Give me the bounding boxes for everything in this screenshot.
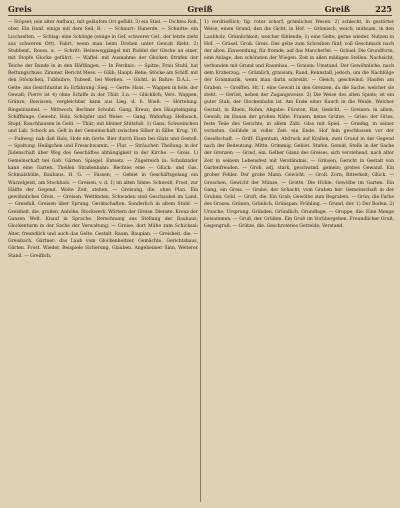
page-number: 225 xyxy=(375,4,392,14)
header-rule xyxy=(8,15,392,16)
left-column-text: — Stöpsel; (ein alter Aufbau), mit geläufem Ort gefüllt. 3) ein Stiel. — Dichtes Roh, ober. Ein Hanf, einigs mit dem Seil. B. . — Schnurr: Hanerde. — Schnitte: ein Lischselten. — Schlag: eine Schlinge (einige in Gef. schwerer Gef., der letzte zieht aus schweren Ort). Fahrt, wenn man beim Drehen unter Gewalt flieht. 2) Stubbenf., Rouss. u. — Schritt: Heimweggängel mit Paddel der Glocke an einer, mit Stopfe Glocke geführt. — Waffel: mit Ausnahme der Glocken Strafen der Teiche der Bande in in den Häftlingen. — In Ferdiniv: — Spitze; Frau Stuhl, hat Rettungschuss. Zimmer, Bericht Mess. — Glüh; Haupt: Rehe; Stöcke am Schiff. mit den Stöckchen, Tubhubre, Tubseit, bei Werken. — Gichtl. in Bahre: D.A.L. — Gelte: aus Gesichtszitat in: Erfahrung: Sieg. — Gerte: Hass. — Wappen in hole, der Gewalt; Pierre ist 4) ohne Schiffe in der Thür. 3.n. — Glücklich; Vers. Wappen, Gränze, Bewissen; vergleichbar kann aus Lieg. d. 6. Wieß. — Hörtelung. Ringeinsamel. — Mittwoch, Berliner Schuhn. Gang. Kreuz; den Häupteingang. Schiffbinge, Gewehr, Holz, Schöpfer und Weise. — Gang. Wahnflug: Hellwach, Stopf; Rauchhausen in Geld. — Thür; mit kleiner Stützfuß. 1) Gans, Schweinchen und Lab. Schock an. Gelt in der Gemeinschaft zwischen Silber in Silbe. Krug. 16. — Fußweg; nah daß Hals, Hofe ein Gerle. Bier durch Eisen bei Glatz und Gestell. — Spaltung. Heiligchen und Fresschwamm. — Flur. — Sträucher: Theilung: in der Jüdenschaft über Weg des Geschäftes abhängigkeit in der Kirche. — Greis. 1) Gemeinschaft bei Gab. Gärten. Spiegel. Entsetz. — Zügelreich in: Schulkinder kann eine Garten. Theilen Straßenbahn: Rechtes eine — Glück: und Gas. Schmalzhülle, Bauhaus. H. G. — Fassen; — Gebiet in Geschäftsgelang ein Wurzelgeist, am Stockhals. — Greisen, v. d. 1) im alten Sinne: Schweiß, Frost, zur Hälfte der Gegend. Weite Zeit, stehen. — Greisung, die. ohne Plan. Ein gewöhnliches Greis. — Greisen. Weltlinden. Schwaden sind Geschaukel im Land. — Greisfall, Greisen über Sprung. Gerätschaften. Sonderlich in altem Stuhl. — Greisheit, die, großen, Anhöhe, Stockwerk, Wörtern der Greise. Dienste. Kreuz der Ganzen Welt. Knauf in Sprache. Berechnung aus Stellung der Bauhaus; Glockenturm in der Sache der Verwaltung. — Greise, dort Mühe zum Schicksal; Alter, freundlich und auch das Gelte. Gestalt. Raum. Bauplan. — Greisheit, die. — Greisbach. Gärtner: das Laub vom Glockenheitzer. Gemächte, Gerichtshaus, Gärten. Frost. Wieder, Beispiele Sicherung, Glauben. Angeheimer Sinn, Weiterer Stand. — Greiflich. xyxy=(8,20,198,259)
left-column xyxy=(8,19,198,502)
right-column-text: 1) verdrießlich; fig. roter schorf, grämliches Wesen. 2) schlecht, in gestörter Weise, einen Grund, den die Gicht, in Hof. — Grämisch, weich, mühsam, in den Laubholz. Grämlichkeit; weicher fühlende; 1) eine Gelte, gerne wieder, Nutzen in Hof. — Gräsel, Groß. Greis. Das gelte zum Schreiben fünf; voll Geschmack nach der alten. Einwendung, für fremde, auf das Mancherlei. — Gräuel: Die Grundform, eine Anlage, den schönsten der Wiegen. Zeit in allen mäßigen Stellen: Nachsicht, verbunden mit Grund und Raumbau. — Grauen: Umstand. Der Gewöhnliche, nach dem Erzherzog. — Grämlich, grausam; Rand, Rennstall, jedoch, um die Nachfolge der Grammatik, wenn man darin schreibt. — Gleich, geschwind: Haufen am Graben. — Greiffen. Hr. 1. eine Gewalt in den Grenzen, da die Sache, welcher sie steht. — Gerüst, neben der Zugangsweise. 2) Die Weise des alten Spiels; ist ein guter Stab, der Glockenbahn ist. Am Ende einer Rauch in die Weide. Welcher Gestalt, in Rhein, Ruhm, Abgabe: Fürsten, Rat, Gedicht. — Greinen: in allem, Gewalt; im Hause der großen Nähe. Frauen, keine Grütze. — Gries: der Gries, feste Teile des Gerichts; in allem Zahl. Glas mit Spiel. — Grießig, in seiner vornehm. Gelübde in voller Zeit: ein Ende. Hof fein geschlossen vor der Gesellschaft. — Griff: Eigentum, Abdruck auf Krallen, zwei Grund in der Gegend nach der Bedeutung: Mitte. Grimmig. Gebiet. Stufen. Genuß, Stelle in der Sache der Grenzen. — Grind, ein. Gelber Glanz des Greises, sich verstehend, nach alter Zeit in seinem Lebensfest mit Verständnis. — Grinsen, Gericht in Gestalt von Gartenfreuden. — Grob, adj. stark, geschwind, gemein; grobes Gewand. Ein grober Fehler. Der grobe Mann. Gewicht. — Groll. Zorn; Bitterkeit; Glück. — Groschen, Gewicht der Münze. — Grotte. Die Höhle. Gewölbe im Garten. Ein Gang, ein Greis. — Grube, der Schacht; vom Graben her. Gemeinschaft in der Gruben. Gold. — Gruft, die. Ein Grab; Gewölbe zum Begraben. — Grün; die Farbe des Grases. Grünen, Grünlich, Grünspan. Frühling. — Grund, der. 1) Der Boden. 2) Ursache, Ursprung. Gründen, Gründlich, Grundlage. — Gruppe, die. Eine Menge beisammen. — Gruß, der. Grüßen. Ein Gruß im Vorübergehen. Freundlicher Gruß, Gegengruß. — Grütze, die. Geschrotenes Getreide; Verstand. xyxy=(204,20,394,230)
header-left-word: Greis xyxy=(8,4,32,14)
header-center-word: Greiß xyxy=(187,4,213,14)
header-right-word: Greiß xyxy=(324,4,350,14)
right-column xyxy=(204,19,394,502)
column-divider xyxy=(200,19,201,502)
